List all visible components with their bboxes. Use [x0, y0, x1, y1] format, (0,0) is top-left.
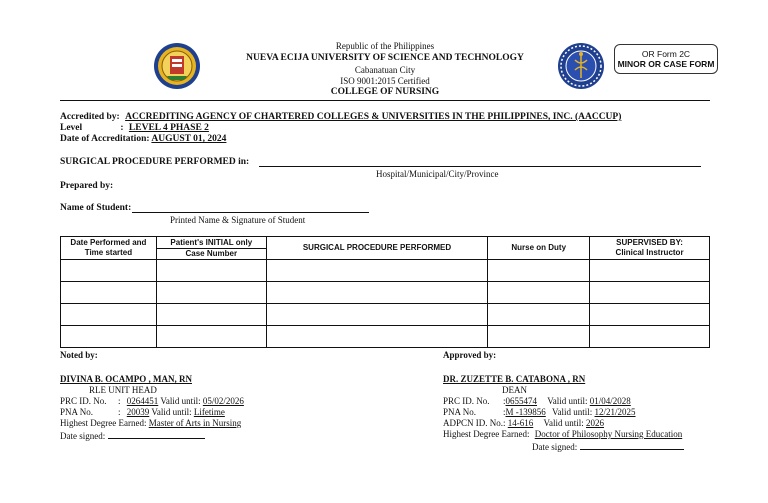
header-divider [60, 100, 710, 101]
student-name-hint: Printed Name & Signature of Student [170, 215, 306, 225]
approved-by-degree [443, 429, 753, 440]
surgical-location-label: SURGICAL PROCEDURE PERFORMED in: [60, 157, 250, 167]
approved-pna-label: PNA No. [443, 407, 477, 417]
table-cell[interactable] [266, 304, 488, 326]
level-label: Level [60, 123, 83, 133]
student-name-input-line[interactable] [132, 212, 369, 213]
noted-degree-value: Master of Arts in Nursing [148, 418, 242, 428]
table-cell[interactable] [266, 282, 488, 304]
col-date-performed [61, 237, 157, 260]
city-line: Cabanatuan City [354, 65, 416, 75]
noted-date-signed-label: Date signed: [60, 431, 106, 441]
university-seal-logo [153, 42, 201, 90]
noted-pna-value: 20039 [126, 407, 150, 417]
noted-date-signed-line[interactable] [108, 429, 205, 439]
approved-degree-value: Doctor of Philosophy Nursing Education [534, 429, 683, 439]
table-cell[interactable] [488, 326, 590, 348]
republic-line: Republic of the Philippines [335, 41, 435, 51]
table-cell[interactable] [156, 326, 266, 348]
noted-prc-label: PRC ID. No. [60, 396, 107, 406]
table-row [61, 326, 710, 348]
col-supervised-by [590, 237, 710, 260]
approved-adpcn-valid-label: Valid until: [543, 418, 584, 428]
table-header-row [61, 237, 710, 260]
noted-by-name: DIVINA B. OCAMPO , MAN, RN [60, 374, 192, 384]
noted-pna-label: PNA No. [60, 407, 94, 417]
surgical-location-hint: Hospital/Municipal/City/Province [376, 169, 499, 179]
accreditation-block: Accredited by: ACCREDITING AGENCY OF CHARTERED COLLEGES & UNIVERSITIES IN THE PHILIPPINES, INC. (AACCUP) Level : LEVEL 4 PHASE 2 Date of Accreditation: AUGUST 01, 2024 [60, 112, 622, 144]
approved-by-position: DEAN [502, 385, 527, 395]
approved-by-date-signed [443, 440, 753, 453]
table-cell[interactable] [61, 326, 157, 348]
approved-by-pna: PNA No. :M -139856 Valid until: 12/21/2025 [443, 407, 636, 417]
col-nurse-on-duty: Nurse on Duty [488, 237, 590, 260]
form-code-box [614, 44, 718, 74]
table-cell[interactable] [266, 326, 488, 348]
approved-by-block [443, 374, 753, 453]
table-cell[interactable] [61, 260, 157, 282]
college-name: COLLEGE OF NURSING [330, 87, 440, 97]
form-code: OR Form 2C [641, 49, 691, 59]
approved-pna-valid-label: Valid until: [552, 407, 593, 417]
college-seal-logo [557, 42, 605, 90]
accredited-by-label: Accredited by: [60, 112, 120, 122]
approved-degree-label: Highest Degree Earned: [443, 429, 530, 439]
table-cell[interactable] [488, 282, 590, 304]
accredited-by-value: ACCREDITING AGENCY OF CHARTERED COLLEGES & UNIVERSITIES IN THE PHILIPPINES, INC. (AACCUP) [125, 112, 622, 122]
table-row [61, 260, 710, 282]
surgical-location-input-line[interactable] [259, 166, 701, 167]
table-cell[interactable] [61, 304, 157, 326]
col-supervised-line1: SUPERVISED BY: [616, 238, 683, 247]
approved-adpcn-value: 14-616 [507, 418, 534, 428]
noted-by-prc: PRC ID. No. : 0264451 Valid until: 05/02/2026 [60, 396, 244, 406]
approved-prc-valid-label: Valid until: [547, 396, 588, 406]
table-row [61, 304, 710, 326]
noted-by-degree [60, 418, 360, 429]
col-surgical-procedure: SURGICAL PROCEDURE PERFORMED [266, 237, 488, 260]
procedure-table [60, 236, 710, 348]
table-cell[interactable] [266, 260, 488, 282]
form-title: MINOR OR CASE FORM [617, 59, 715, 69]
table-cell[interactable] [156, 260, 266, 282]
approved-prc-value: 0655474 [505, 396, 538, 406]
table-cell[interactable] [156, 304, 266, 326]
prepared-by-label: Prepared by: [60, 181, 114, 191]
accreditation-date-label: Date of Accreditation: [60, 134, 150, 144]
table-cell[interactable] [488, 304, 590, 326]
table-row [61, 282, 710, 304]
approved-by-prc: PRC ID. No. :0655474 Valid until: 01/04/2028 [443, 396, 631, 406]
approved-pna-value: M -139856 [505, 407, 546, 417]
col-patient-line2: Case Number [157, 248, 266, 259]
approved-prc-label: PRC ID. No. [443, 396, 490, 406]
approved-by-name: DR. ZUZETTE B. CATABONA , RN [443, 374, 586, 384]
col-patient-initial [156, 237, 266, 260]
table-cell[interactable] [590, 260, 710, 282]
iso-line: ISO 9001:2015 Certified [340, 76, 430, 86]
approved-prc-valid: 01/04/2028 [589, 396, 631, 406]
table-cell[interactable] [590, 326, 710, 348]
table-cell[interactable] [61, 282, 157, 304]
col-date-line2: Time started [84, 248, 133, 257]
level-value: LEVEL 4 PHASE 2 [128, 123, 209, 133]
noted-prc-valid-label: Valid until: [160, 396, 201, 406]
table-cell[interactable] [488, 260, 590, 282]
approved-adpcn-label: ADPCN ID. No.: [443, 418, 506, 428]
approved-adpcn-valid: 2026 [586, 418, 605, 428]
table-cell[interactable] [156, 282, 266, 304]
accreditation-date-value: AUGUST 01, 2024 [151, 134, 227, 144]
noted-by-date-signed [60, 429, 360, 442]
approved-pna-valid: 12/21/2025 [594, 407, 636, 417]
table-cell[interactable] [590, 304, 710, 326]
col-patient-line1: Patient's INITIAL only [170, 237, 253, 247]
noted-pna-valid-label: Valid until: [151, 407, 192, 417]
noted-by-block [60, 374, 360, 442]
university-name: NUEVA ECIJA UNIVERSITY OF SCIENCE AND TECHNOLOGY [246, 53, 524, 63]
approved-date-signed-line[interactable] [580, 440, 684, 450]
approved-by-label: Approved by: [443, 350, 497, 360]
approved-by-adpcn [443, 418, 753, 429]
noted-by-pna: PNA No. : 20039 Valid until: Lifetime [60, 407, 360, 418]
col-supervised-line2: Clinical Instructor [615, 248, 684, 257]
student-name-label: Name of Student: [60, 203, 132, 213]
col-date-line1: Date Performed and [70, 238, 147, 247]
table-cell[interactable] [590, 282, 710, 304]
noted-degree-label: Highest Degree Earned: [60, 418, 147, 428]
approved-date-signed-label: Date signed: [532, 442, 578, 452]
noted-by-position: RLE UNIT HEAD [89, 385, 157, 395]
noted-prc-valid: 05/02/2026 [202, 396, 244, 406]
noted-prc-value: 0264451 [126, 396, 159, 406]
noted-by-label: Noted by: [60, 350, 98, 360]
noted-pna-valid: Lifetime [193, 407, 225, 417]
